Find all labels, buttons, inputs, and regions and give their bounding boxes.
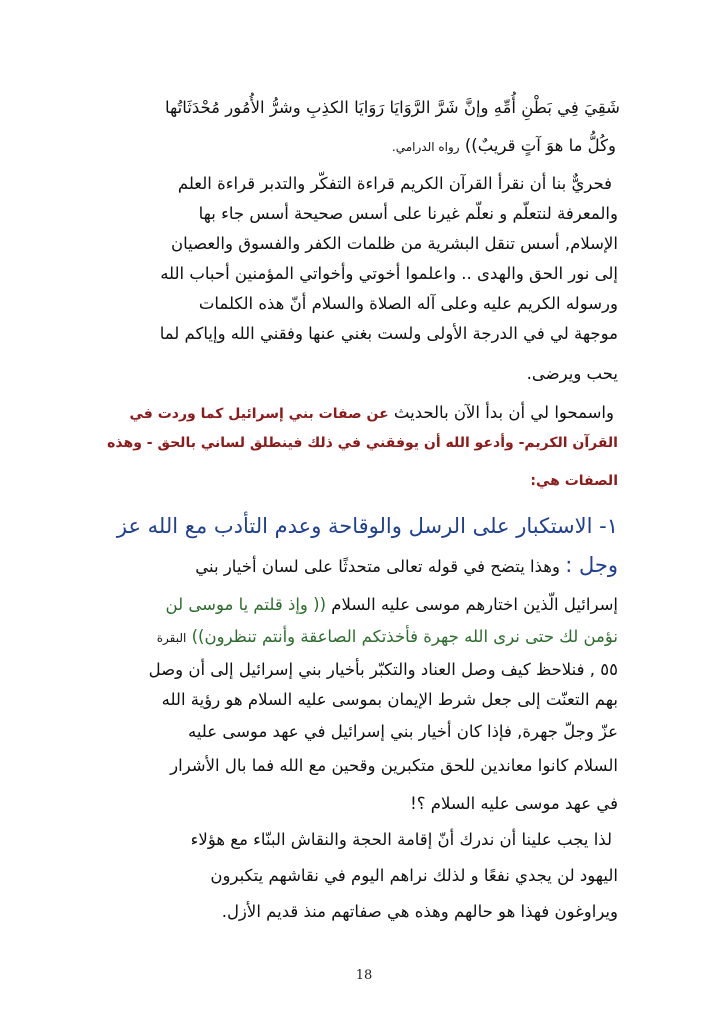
- text-line-12: [530, 466, 618, 496]
- paragraph-text: ورسوله الكريم عليه وعلى آله الصلاة والسلام أنّ هذه الكلمات: [198, 294, 618, 313]
- paragraph-text: إلى نور الحق والهدى .. واعلموا أخوتي وأخواتي المؤمنين أحباب الله: [160, 264, 618, 283]
- paragraph-text: بهم التعنّت إلى جعل شرط الإيمان بموسى عليه السلام هو رؤية الله: [161, 690, 618, 709]
- text-line-23: [210, 861, 618, 891]
- paragraph-text: والمعرفة لنتعلّم و نعلّم غيرنا على أسس صحيحة أسس جاء بها: [198, 204, 618, 223]
- paragraph-text: في عهد موسى عليه السلام ؟!: [410, 794, 618, 813]
- text-line-5: [171, 229, 618, 259]
- text-line-19: [188, 717, 618, 747]
- surah-reference: البقرة: [156, 631, 187, 645]
- paragraph-text: ويراوغون فهذا هو حالهم وهذه هي صفاتهم منذ قديم الأزل.: [221, 902, 618, 921]
- text-line-11: [107, 428, 618, 458]
- hadith-text: شَقِيَ فِي بَطْنِ أُمِّهِ وإنَّ شَرَّ الرَّوَايَا رَوَايَا الكذِبِ وشرُّ الأُمُور مُحْدَثَاتُها: [165, 98, 620, 117]
- text-line-2: [392, 131, 616, 161]
- text-line-18: [162, 685, 618, 715]
- text-line-21: [410, 789, 618, 819]
- quran-quote: نؤمن لك حتى نرى الله جهرة فأخذتكم الصاعقة وأنتم تنظرون)): [191, 627, 618, 646]
- text-line-17: [149, 655, 618, 685]
- text-line-6: [160, 259, 618, 289]
- paragraph-text: ٥٥ , فنلاحظ كيف وصل العناد والتكبّر بأخيار بني إسرائيل إلى أن وصل: [148, 660, 618, 679]
- heading-text: ١- الاستكبار على الرسل والوقاحة وعدم التأدب مع الله عز: [116, 514, 618, 538]
- text-line-9: [527, 359, 618, 389]
- text-line-16: [157, 622, 618, 652]
- quran-quote: (( وإذ قلتم يا موسى لن: [165, 595, 327, 614]
- hadith-text: وكُلُّ ما هوَ آتٍ قريبٌ)): [464, 136, 616, 155]
- paragraph-text: السلام كانوا معاندين للحق متكبرين وقحين مع الله فما بال الأشرار: [170, 756, 618, 775]
- text-line-15: [166, 590, 618, 620]
- page-number: 18: [355, 968, 373, 983]
- text-line-10: [130, 398, 615, 428]
- paragraph-text: واسمحوا لي أن بدأ الآن بالحديث: [393, 403, 614, 422]
- text-line-7: [199, 289, 618, 319]
- heading-text: وجل :: [565, 553, 618, 577]
- paragraph-text: لذا يجب علينا أن ندرك أنّ إقامة الحجة والنقاش البنّاء مع هؤلاء: [190, 830, 612, 849]
- highlighted-text: عن صفات بني إسرائيل كما وردت في: [129, 406, 389, 422]
- hadith-source: رواه الدرامي.: [391, 140, 460, 154]
- paragraph-text: عزّ وجلّ جهرة, فإذا كان أخيار بني إسرائيل في عهد موسى عليه: [187, 722, 618, 741]
- paragraph-text: الإسلام, أسس تنقل البشرية من ظلمات الكفر والفسوق والعصيان: [170, 234, 618, 253]
- text-line-4: [199, 199, 618, 229]
- text-line-8: [160, 319, 618, 349]
- section-heading: [117, 509, 618, 543]
- paragraph-text: يحب ويرضى.: [526, 364, 618, 383]
- paragraph-text: وهذا يتضح في قوله تعالى متحدثًا على لسان أخيار بني: [195, 557, 560, 576]
- highlighted-text: القرآن الكريم- وأدعو الله أن يوفقني في ذلك فينطلق لساني بالحق - وهذه: [107, 435, 618, 451]
- paragraph-text: فحريٌّ بنا أن نقرأ القرآن الكريم قراءة التفكّر والتدبر قراءة العلم: [177, 174, 612, 193]
- paragraph-text: اليهود لن يجدي نفعًا و لذلك نراهم اليوم في نقاشهم يتكبرون: [210, 866, 618, 885]
- text-line-1: [165, 93, 620, 123]
- text-line-24: [222, 897, 618, 927]
- paragraph-text: إسرائيل الّذين اختارهم موسى عليه السلام: [331, 595, 618, 614]
- text-line-20: [170, 751, 618, 781]
- text-line-14: [195, 550, 618, 580]
- text-line-3: [178, 169, 612, 199]
- text-line-22: [191, 825, 612, 855]
- paragraph-text: موجهة لي في الدرجة الأولى ولست بغني عنها وفقني الله وإياكم لما: [159, 324, 618, 343]
- highlighted-text: الصفات هي:: [530, 473, 618, 489]
